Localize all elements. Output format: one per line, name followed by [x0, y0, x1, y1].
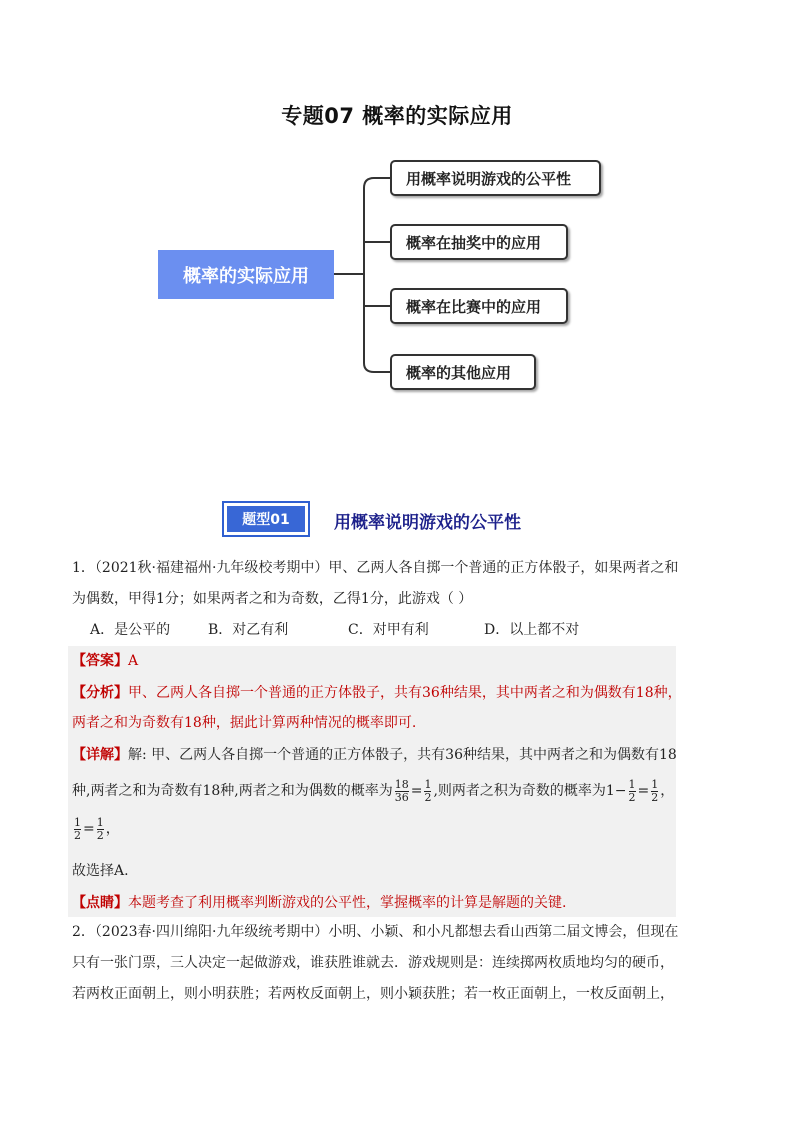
q2-stem-line-1: 2．（2023春·四川绵阳·九年级统考期中）小明、小颖、和小凡都想去看山西第二届文博会，但现在	[72, 924, 679, 940]
q1-option-c: C．对甲有利	[348, 622, 429, 638]
answer-label: 【答案】	[72, 653, 128, 669]
q1-option-d: D．以上都不对	[484, 622, 580, 638]
fraction-denominator: 2	[628, 790, 636, 804]
answer-value: A	[128, 653, 139, 669]
q1-analysis-line-1	[72, 683, 712, 703]
page-title: 专题07 概率的实际应用	[281, 104, 513, 128]
equals-sign: =	[410, 783, 423, 799]
q1-detail-line-2	[72, 778, 712, 804]
detail-label: 【详解】	[72, 747, 128, 763]
q1-analysis-line-2: 两者之和为奇数有18种，据此计算两种情况的概率即可.	[72, 715, 417, 731]
analysis-text-1: 甲、乙两人各自掷一个普通的正方体骰子，共有36种结果，其中两者之和为偶数有18种，	[128, 685, 682, 701]
fraction-numerator: 1	[424, 777, 432, 791]
comment-text: 本题考查了利用概率判断游戏的公平性，掌握概率的计算是解题的关键.	[128, 895, 567, 911]
comment-label: 【点睛】	[72, 895, 128, 911]
mindmap-node-fairness: 用概率说明游戏的公平性	[390, 160, 601, 196]
fraction-1-2	[424, 779, 431, 804]
fraction-denominator: 2	[74, 828, 81, 842]
q1-stem-line-2: 为偶数，甲得1分；如果两者之和为奇数，乙得1分，此游戏（ ）	[72, 591, 473, 607]
fraction-1-2	[651, 779, 658, 804]
q2-stem-line-2: 只有一张门票，三人决定一起做游戏，谁获胜谁就去．游戏规则是：连续掷两枚质地均匀的硬币，	[72, 955, 674, 971]
q1-stem-line-1: 1．（2021秋·福建福州·九年级校考期中）甲、乙两人各自掷一个普通的正方体骰子，如果两者之和	[72, 560, 679, 576]
fraction-denominator: 2	[96, 828, 104, 842]
q1-option-b: B．对乙有利	[208, 622, 289, 638]
mindmap-node-other: 概率的其他应用	[390, 354, 536, 390]
q1-detail-line-3	[72, 816, 712, 842]
detail-text-2c: ,则两者之积为奇数的概率为1−	[433, 783, 627, 799]
analysis-label: 【分析】	[72, 685, 128, 701]
detail-text-1: 解: 甲、乙两人各自掷一个普通的正方体骰子，共有36种结果，其中两者之和为偶数有18	[128, 747, 677, 763]
fraction-18-36	[395, 779, 409, 804]
detail-text-2e: ，	[660, 783, 675, 799]
fraction-1-2	[97, 817, 104, 842]
equals-sign: =	[83, 821, 95, 837]
q2-stem-line-3: 若两枚正面朝上，则小明获胜；若两枚反面朝上，则小颖获胜；若一枚正面朝上，一枚反面朝上，	[72, 986, 674, 1002]
section-title: 用概率说明游戏的公平性	[334, 513, 521, 533]
fraction-1-2	[74, 817, 81, 842]
fraction-denominator: 36	[394, 790, 409, 804]
q1-detail-line-1	[72, 745, 712, 765]
mindmap-branch-4	[364, 363, 390, 372]
mindmap-branch-1	[364, 178, 390, 188]
equals-sign: =	[637, 783, 650, 799]
fraction-numerator: 1	[96, 815, 104, 829]
mindmap-root: 概率的实际应用	[158, 250, 334, 299]
section-badge	[222, 501, 310, 537]
fraction-numerator: 1	[628, 777, 636, 791]
detail-text-3c: ，	[105, 821, 120, 837]
fraction-1-2	[629, 779, 636, 804]
q1-answer	[72, 651, 712, 671]
fraction-denominator: 2	[651, 790, 659, 804]
mindmap-node-lottery: 概率在抽奖中的应用	[390, 224, 568, 260]
section-badge-label: 题型01	[227, 506, 305, 532]
q1-comment	[72, 893, 712, 913]
fraction-numerator: 18	[394, 777, 409, 791]
q1-option-a: A．是公平的	[90, 622, 171, 638]
fraction-denominator: 2	[424, 790, 432, 804]
fraction-numerator: 1	[651, 777, 659, 791]
fraction-numerator: 1	[74, 815, 81, 829]
detail-text-2a: 种,两者之和为奇数有18种,两者之和为偶数的概率为	[72, 783, 393, 799]
mindmap-node-competition: 概率在比赛中的应用	[390, 288, 568, 324]
q1-detail-line-4: 故选择A.	[72, 863, 129, 879]
